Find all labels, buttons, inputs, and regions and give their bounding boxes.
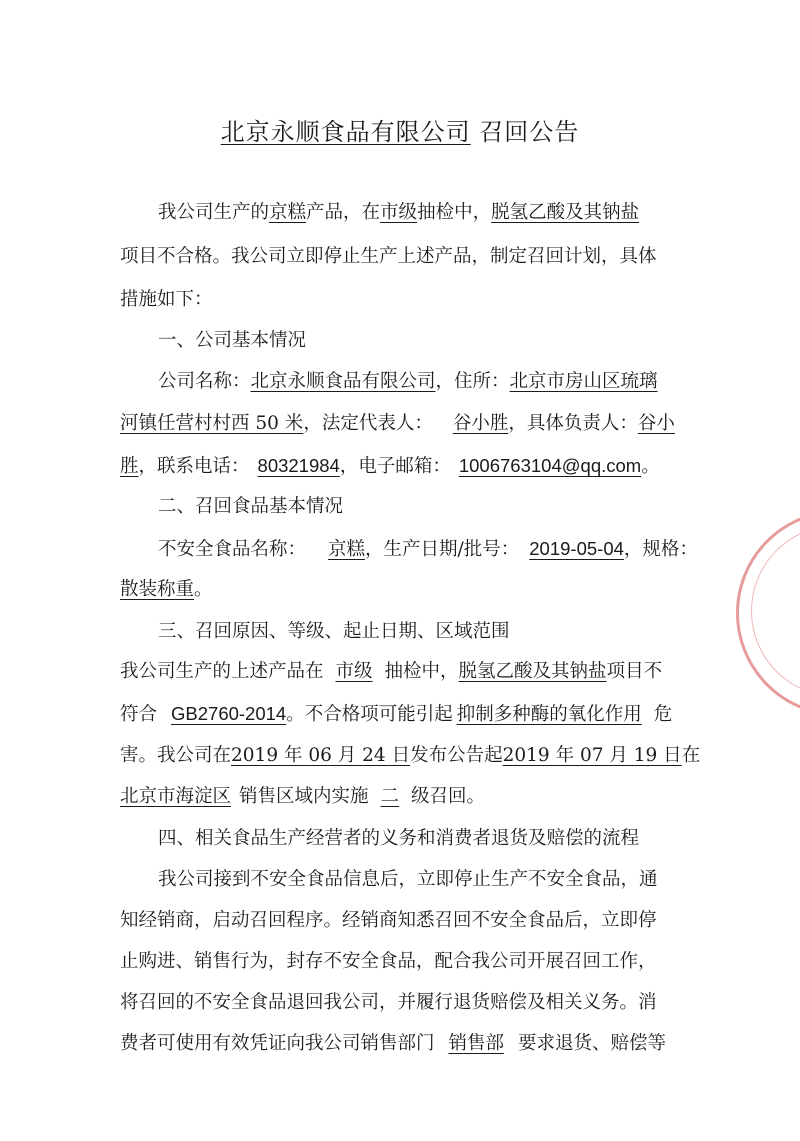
recall-grade: 二 [380,786,400,807]
email-address: 1006763104@qq.com [458,455,642,476]
responsible-person-1: 谷小 [637,413,675,434]
food-name: 京糕 [328,539,366,560]
label: ，法定代表人： [303,413,433,434]
label: 不安全食品名称： [158,539,307,560]
section3-line-2 [120,697,672,732]
label: ，具体负责人： [508,413,638,434]
company-address-1: 北京市房山区琉璃 [509,371,658,392]
section4-line-3: 止购进、销售行为，封存不安全食品，配合我公司开展召回工作， [120,951,657,972]
text: 害。我公司在 [120,745,232,766]
label: 。 [641,456,660,477]
intro-text: 产品，在 [306,202,381,223]
text: 要求退货、赔偿等 [518,1033,667,1054]
phone-number: 80321984 [257,455,340,476]
hazard: 抑制多种酶的氧化作用 [456,704,642,725]
page-title [0,112,800,152]
intro-level: 市级 [380,202,418,223]
label: ，电子邮箱： [339,456,451,477]
text: 在 [681,745,701,766]
company-name: 北京永顺食品有限公司 [250,371,436,392]
sales-department: 销售部 [448,1033,505,1054]
intro-product: 京糕 [269,202,307,223]
section4-line-2: 知经销商，启动召回程序。经销商知悉召回不安全食品后，立即停 [120,910,657,931]
label: ，规格： [623,539,698,560]
sales-region: 北京市海淀区 [120,786,232,807]
intro-line-1 [158,196,639,230]
text: 抽检中， [384,661,459,682]
company-seal-stamp [736,510,800,716]
section4-line-1: 我公司接到不安全食品信息后，立即停止生产不安全食品，通 [158,869,658,890]
seal-inner-ring [751,525,800,697]
inspection-level: 市级 [335,661,373,682]
label: 。 [194,579,213,600]
failed-item: 脱氢乙酸及其钠盐 [458,661,607,682]
section1-line-1 [158,365,658,399]
section4-line-5 [120,1027,666,1061]
section2-line-1 [158,532,698,567]
section3-line-4 [120,780,485,814]
end-date: 2019 年 07 月 19 日 [502,745,682,766]
section3-line-3 [120,739,700,773]
text: 我公司生产的上述产品在 [120,661,324,682]
section1-line-2 [120,407,675,441]
company-address-2: 河镇任营村村西 50 米 [120,413,304,434]
specification: 散装称重 [120,579,195,600]
start-date: 2019 年 06 月 24 日 [231,745,411,766]
section3-heading: 三、召回原因、等级、起止日期、区域范围 [158,621,510,642]
section4-line-4: 将召回的不安全食品退回我公司，并履行退货赔偿及相关义务。消 [120,992,657,1013]
text: 销售区域内实施 [239,786,369,807]
title-suffix: 召回公告 [479,118,580,146]
label: ，住所： [435,371,510,392]
text: 级召回。 [411,786,486,807]
intro-line-3: 措施如下： [120,289,213,310]
intro-text: 我公司生产的 [158,202,270,223]
section3-line-1 [120,655,662,689]
intro-item: 脱氢乙酸及其钠盐 [491,202,640,223]
text: 符合 [120,704,158,725]
text: 。不合格项可能引起 [286,704,453,725]
label: ，联系电话： [138,456,250,477]
legal-representative: 谷小胜 [452,413,509,434]
label: ，生产日期/批号： [365,539,520,560]
section1-line-3 [120,449,660,484]
section2-heading: 二、召回食品基本情况 [158,496,344,517]
text: 危 [653,704,673,725]
intro-text: 抽检中， [417,202,492,223]
section4-heading: 四、相关食品生产经营者的义务和消费者退货及赔偿的流程 [158,828,640,849]
standard-code: GB2760-2014 [171,703,287,724]
text: 发布公告起 [410,745,503,766]
title-company: 北京永顺食品有限公司 [220,118,471,146]
production-date: 2019-05-04 [529,538,624,559]
section2-line-2 [120,573,213,607]
section1-heading: 一、公司基本情况 [158,330,307,351]
text: 项目不 [606,661,663,682]
intro-line-2: 项目不合格。我公司立即停止生产上述产品，制定召回计划，具体 [120,246,657,267]
label: 公司名称： [158,371,251,392]
responsible-person-2: 胜 [120,456,139,477]
text: 费者可使用有效凭证向我公司销售部门 [120,1033,435,1054]
